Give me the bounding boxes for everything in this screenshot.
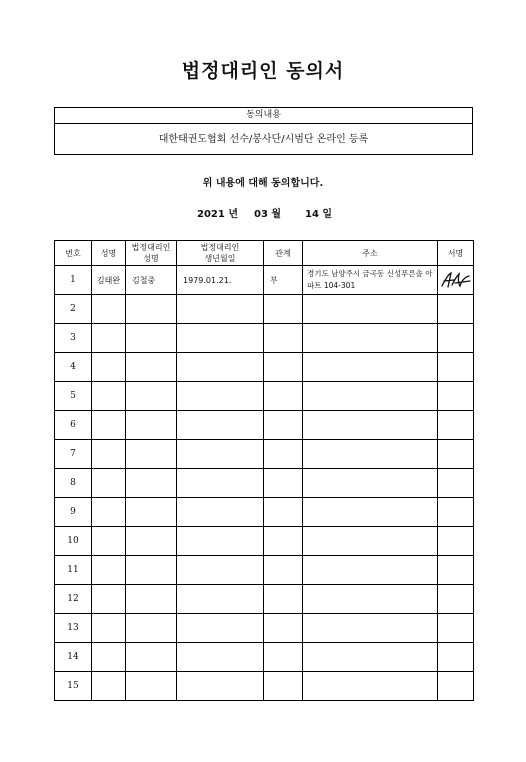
row-signature	[438, 498, 474, 527]
row-number: 3	[55, 324, 92, 353]
row-guardian-birth	[177, 672, 264, 701]
row-relation	[264, 498, 303, 527]
row-guardian-name	[126, 382, 177, 411]
row-signature	[438, 614, 474, 643]
row-relation	[264, 440, 303, 469]
row-relation	[264, 527, 303, 556]
registration-table	[54, 240, 474, 701]
row-address	[303, 643, 438, 672]
table-row	[55, 643, 474, 672]
table-row	[55, 672, 474, 701]
row-guardian-name	[126, 295, 177, 324]
row-guardian-name	[126, 411, 177, 440]
row-number: 10	[55, 527, 92, 556]
row-number: 9	[55, 498, 92, 527]
header-address: 주소	[303, 241, 438, 266]
row-relation	[264, 295, 303, 324]
table-header-row	[55, 241, 474, 266]
row-name	[92, 382, 126, 411]
row-address	[303, 382, 438, 411]
row-name	[92, 614, 126, 643]
row-guardian-birth	[177, 498, 264, 527]
row-name	[92, 353, 126, 382]
row-relation	[264, 324, 303, 353]
row-name	[92, 411, 126, 440]
row-guardian-birth	[177, 614, 264, 643]
table-row	[55, 469, 474, 498]
row-signature	[438, 382, 474, 411]
header-number: 번호	[55, 241, 92, 266]
row-guardian-birth	[177, 353, 264, 382]
row-address	[303, 614, 438, 643]
consent-content: 대한태권도협회 선수/봉사단/시범단 온라인 등록	[158, 134, 369, 145]
table-row	[55, 585, 474, 614]
header-name: 성명	[92, 241, 126, 266]
row-name	[92, 469, 126, 498]
row-guardian-name	[126, 527, 177, 556]
row-name	[92, 672, 126, 701]
date-year: 2021 년	[197, 209, 238, 220]
row-number: 1	[55, 266, 92, 295]
row-number: 12	[55, 585, 92, 614]
row-guardian-birth	[177, 469, 264, 498]
row-guardian-birth	[177, 585, 264, 614]
row-signature	[438, 672, 474, 701]
row-guardian-name: 김철중	[126, 266, 177, 295]
row-number: 11	[55, 556, 92, 585]
date-day: 14 일	[305, 209, 333, 220]
table-row	[55, 614, 474, 643]
row-guardian-name	[126, 353, 177, 382]
consent-header: 동의내용	[55, 108, 472, 124]
row-relation	[264, 411, 303, 440]
table-row	[55, 295, 474, 324]
row-number: 6	[55, 411, 92, 440]
handwritten-signature	[440, 270, 472, 290]
header-relation: 관계	[264, 241, 303, 266]
row-address	[303, 324, 438, 353]
row-guardian-name	[126, 585, 177, 614]
row-guardian-name	[126, 469, 177, 498]
row-guardian-birth	[177, 324, 264, 353]
row-guardian-birth	[177, 527, 264, 556]
row-address	[303, 469, 438, 498]
row-address	[303, 585, 438, 614]
row-signature	[438, 324, 474, 353]
row-name	[92, 585, 126, 614]
row-name	[92, 295, 126, 324]
row-name	[92, 643, 126, 672]
row-guardian-birth	[177, 411, 264, 440]
row-signature	[438, 411, 474, 440]
row-name	[92, 556, 126, 585]
table-row	[55, 353, 474, 382]
row-number: 5	[55, 382, 92, 411]
table-row	[55, 440, 474, 469]
row-guardian-birth	[177, 556, 264, 585]
table-row	[55, 498, 474, 527]
row-guardian-name	[126, 498, 177, 527]
row-relation	[264, 585, 303, 614]
table-row	[55, 556, 474, 585]
table-row	[55, 527, 474, 556]
row-guardian-birth	[177, 295, 264, 324]
row-number: 14	[55, 643, 92, 672]
table-row	[55, 382, 474, 411]
row-number: 8	[55, 469, 92, 498]
row-relation	[264, 469, 303, 498]
row-name	[92, 527, 126, 556]
row-guardian-birth	[177, 643, 264, 672]
row-guardian-name	[126, 643, 177, 672]
header-signature: 서명	[438, 241, 474, 266]
row-address	[303, 295, 438, 324]
row-number: 13	[55, 614, 92, 643]
row-signature	[438, 643, 474, 672]
row-number: 7	[55, 440, 92, 469]
row-number: 2	[55, 295, 92, 324]
row-signature	[438, 295, 474, 324]
agreement-statement: 위 내용에 대해 동의합니다.	[202, 178, 324, 189]
header-guardian-birth: 법정대리인 생년월일	[177, 241, 264, 266]
row-address	[303, 527, 438, 556]
table-row	[55, 324, 474, 353]
row-signature	[438, 440, 474, 469]
row-address	[303, 440, 438, 469]
date-month: 03 월	[254, 209, 282, 220]
row-relation	[264, 672, 303, 701]
header-guardian-name: 법정대리인 성명	[126, 241, 177, 266]
row-guardian-name	[126, 614, 177, 643]
row-guardian-name	[126, 324, 177, 353]
row-guardian-birth	[177, 382, 264, 411]
row-address	[303, 556, 438, 585]
document-title: 법정대리인 동의서	[181, 60, 345, 82]
row-number: 15	[55, 672, 92, 701]
table-row	[55, 266, 474, 295]
row-relation: 부	[264, 266, 303, 295]
row-relation	[264, 556, 303, 585]
row-signature	[438, 527, 474, 556]
row-signature	[438, 353, 474, 382]
consent-box	[54, 107, 473, 155]
row-guardian-birth	[177, 440, 264, 469]
row-guardian-name	[126, 556, 177, 585]
row-relation	[264, 382, 303, 411]
row-guardian-name	[126, 672, 177, 701]
row-address	[303, 498, 438, 527]
table-row	[55, 411, 474, 440]
row-signature	[438, 585, 474, 614]
row-address: 경기도 남양주시 금곡동 신성푸른솔 아파트 104-301	[303, 266, 438, 295]
row-number: 4	[55, 353, 92, 382]
row-signature	[438, 556, 474, 585]
row-address	[303, 672, 438, 701]
row-name: 김태완	[92, 266, 126, 295]
row-guardian-birth: 1979.01.21.	[177, 266, 264, 295]
row-address	[303, 411, 438, 440]
row-address	[303, 353, 438, 382]
row-guardian-name	[126, 440, 177, 469]
row-name	[92, 440, 126, 469]
row-signature	[438, 266, 474, 295]
row-signature	[438, 469, 474, 498]
row-name	[92, 324, 126, 353]
row-relation	[264, 643, 303, 672]
row-relation	[264, 614, 303, 643]
row-name	[92, 498, 126, 527]
row-relation	[264, 353, 303, 382]
